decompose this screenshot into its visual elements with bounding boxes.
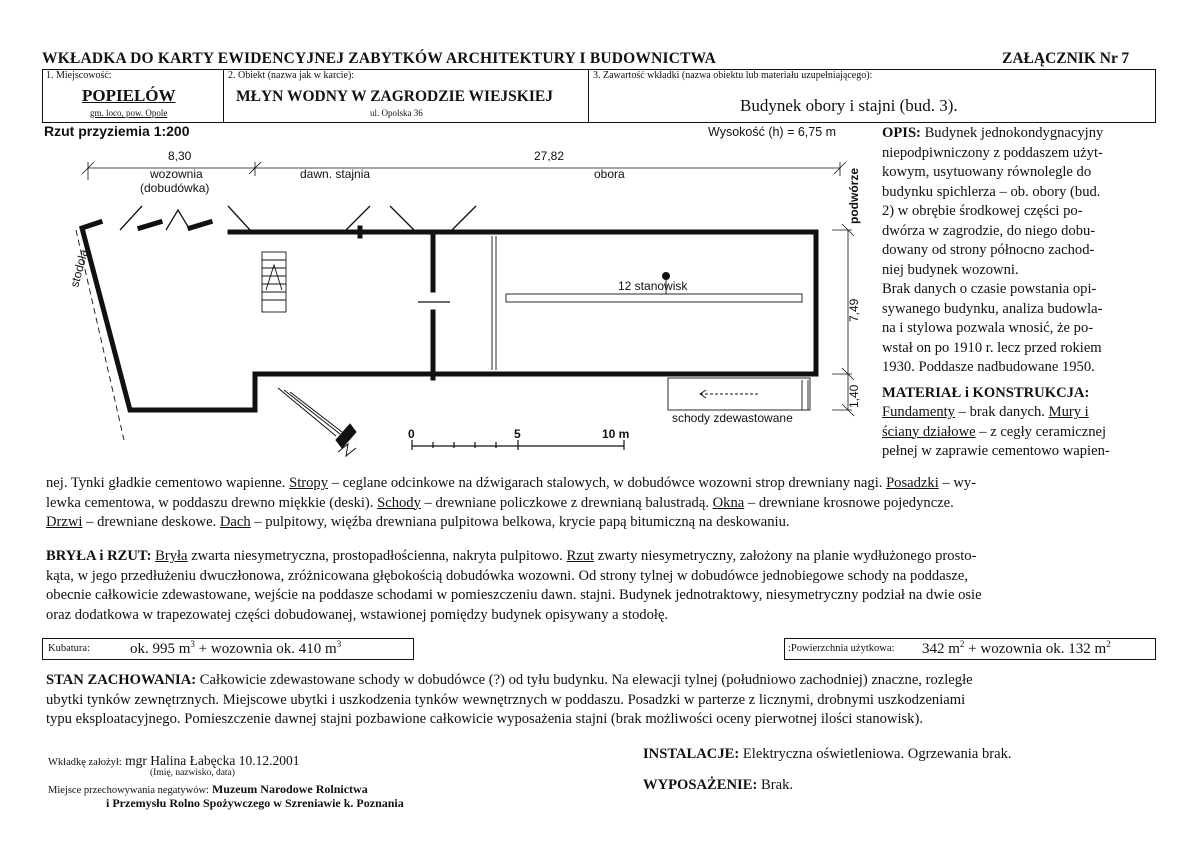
volume-unit-exp: 3 [336,639,342,649]
form-line: obecnie całkowicie zdewastowane, wejście na poddasze schodami w pomieszczeniu dawn. stajni. Budynek jednotraktowy, niesymetryczny podział na dwie osie [46,587,982,603]
material-text: – drewniane deskowe. [82,514,220,530]
dating-line: na i stylowa pozwala wnosić, że po- [882,320,1094,336]
locality-value: POPIELÓW [82,86,176,105]
locality-label: 1. Miejscowość: [46,70,112,81]
form-plan-label: BRYŁA i RZUT: [46,548,152,564]
document-title: WKŁADKA DO KARTY EWIDENCYJNEJ ZABYTKÓW ARCHITEKTURY I BUDOWNICTWA [42,50,717,67]
material-text: – pulpitowy, więźba drewniana pulpitowa belkowa, krycie papą bitumiczną na deskowaniu. [250,514,790,530]
description-block [882,124,1152,462]
material-text: lewka cementowa, w poddaszu drewno miękkie (deski). [46,494,378,511]
material-text: – drewniane krosnowe pojedyncze. [744,494,954,511]
description-line: niej budynek wozowni. [882,261,1019,278]
object-label: 2. Obiekt (nazwa jak w karcie): [228,70,355,81]
bryla-term: Bryła [155,548,188,564]
dating-line: 1930. Poddasze nadbudowane 1950. [882,359,1095,375]
dach-term: Dach [219,514,251,530]
installations-label: INSTALACJE: [643,746,740,762]
scale-0: 0 [408,427,415,441]
content-label: 3. Zawartość wkładki (nazwa obiektu lub materiału uzupełniającego): [593,70,873,81]
condition-line: Całkowicie zdewastowane schody w dobudówce (?) od tyłu budynku. Na elewacji tylnej (południowo zachodniej) znaczne, rozległe [199,672,973,688]
mury-term: Mury i [1048,404,1089,420]
sciany-text: – z cegły ceramicznej [975,423,1107,440]
author-name: mgr Halina Łabęcka 10.12.2001 [121,753,300,768]
material-text: – drewniane policzkowe z drewnianą balustradą. [420,494,713,511]
cell-divider-2 [588,69,589,122]
okna-term: Okna [712,494,745,511]
content-value: Budynek obory i stajni (bud. 3). [740,96,958,115]
drzwi-term: Drzwi [46,514,83,530]
description-line: budynku spichlerza – ob. obory (bud. [882,183,1101,200]
area-main: 342 m [922,641,960,657]
rzut-term: Rzut [566,548,595,564]
equipment-text: Brak. [757,777,794,793]
volume-unit-exp: 3 [190,639,195,649]
negatives-label: Miejsce przechowywania negatywów: [48,785,209,796]
door-openings [120,206,476,302]
installations-line [643,746,1012,763]
material-text: – wy- [938,475,977,491]
description-line: dowany od strony północno zachod- [882,242,1095,258]
label-schody: schody zdewastowane [672,411,793,425]
material-label: MATERIAŁ i KONSTRUKCJA: [882,384,1090,401]
condition-line: typu eksploatacyjnego. Pomieszczenie dawnej stajni pozbawione całkowicie wyposażenia stajni (brak możliwości oceny pierwotnej ilości stanowisk). [46,711,923,727]
form-plan-block [46,547,1154,625]
negatives-value-2: i Przemysłu Rolno Spożywczego w Szreniawie k. Poznania [106,796,404,810]
author-hint: (Imię, nazwisko, data) [150,768,235,778]
walls [82,222,816,410]
volume-label: Kubatura: [48,643,90,654]
description-line: Budynek jednokondygnacyjny [924,125,1104,141]
north-arrow [278,388,356,456]
locality-sub: gm. loco, pow. Opole [90,108,168,118]
condition-label: STAN ZACHOWANIA: [46,672,197,688]
volume-extra: + wozownia ok. 410 m [194,641,337,657]
installations-text: Elektryczna oświetleniowa. Ogrzewania brak. [739,746,1012,762]
label-obora: obora [594,167,625,181]
area-extra: + wozownia ok. 132 m [964,641,1107,657]
stropy-term: Stropy [289,475,329,491]
dim-749-label: 7,49 [847,298,861,322]
scale-10: 10 m [602,427,630,441]
area-unit-exp: 2 [1106,639,1111,649]
annex-number: ZAŁĄCZNIK Nr 7 [1002,50,1130,67]
dating-line: Brak danych o czasie powstania opi- [882,281,1097,297]
description-line: 2) w obrębie środkowej części po- [882,203,1083,219]
form-line: kąta, w jego przedłużeniu dwuczłonowa, zróżnicowana głębokością dobudówka wozowni. Od strony tylnej w dobudówce jednobiegowe schody na poddasze, [46,567,968,584]
material-line: pełnej w zaprawie cementowo wapien- [882,443,1110,459]
equipment-line [643,777,793,794]
dim-left-label: 8,30 [168,149,192,163]
area-unit-exp: 2 [959,639,965,649]
label-stodola: stodoła [67,247,91,289]
description-line: niepodpiwniczony z poddaszem użyt- [882,144,1103,161]
form-text: zwarta niesymetryczna, prostopadłościenna, nakryta pulpitowo. [187,548,567,564]
object-sub: ul. Opolska 36 [370,108,423,118]
volume-main: ok. 995 m [130,641,191,657]
floor-plan-drawing [40,140,880,470]
equipment-label: WYPOSAŻENIE: [643,777,758,793]
fundamenty-term: Fundamenty [882,404,955,420]
dating-line: sywanego budynku, analiza budowla- [882,300,1103,317]
object-value: MŁYN WODNY W ZAGRODZIE WIEJSKIEJ [236,88,553,105]
dating-line: wstał on po 1910 r. lecz przed rokiem [882,339,1102,356]
area-label: :Powierzchnia użytkowa: [788,643,895,654]
description-line: dwórza w zagrodzie, do niego dobu- [882,222,1096,239]
label-wozownia: wozownia [150,167,203,181]
posadzki-term: Posadzki [886,475,939,491]
description-line: kowym, usytuowany równolegle do [882,164,1092,180]
condition-line: ubytki tynków zewnętrznych. Miejscowe ubytki i uszkodzenia tynków wewnętrznych w poddaszu. Posadzki w parterze z licznymi, drobnymi uszkodzeniami [46,691,966,708]
area-value [922,639,1111,658]
stairs [262,252,286,312]
author-label: Wkładkę założył: [48,757,122,768]
drawing-title: Rzut przyziemia 1:200 [44,123,190,139]
fundamenty-text: – brak danych. [954,404,1049,420]
sciany-term: ściany działowe [882,423,976,440]
label-stanowisk: 12 stanowisk [618,279,688,293]
material-text: nej. Tynki gładkie cementowo wapienne. [46,475,290,491]
condition-block [46,671,1154,730]
description-label: OPIS: [882,125,921,141]
material-block [46,474,1154,533]
form-text: zwarty niesymetryczny, założony na planie wydłużonego prosto- [594,548,977,564]
negatives-value: Muzeum Narodowe Rolnictwa [208,782,368,796]
schody-term: Schody [377,494,421,511]
label-stajnia: dawn. stajnia [300,167,371,181]
label-podworze: podwórze [847,168,861,224]
scale-bar [412,440,624,450]
drawing-height: Wysokość (h) = 6,75 m [708,125,837,139]
dim-main-label: 27,82 [534,149,565,163]
form-line: oraz dodatkowa w trapezowatej części dobudowanej, wstawionej pomiędzy budynek opisywany a stodołę. [46,606,669,623]
volume-value [130,639,341,658]
scale-5: 5 [514,427,521,441]
material-text: – ceglane odcinkowe na dźwigarach stalowych, w dobudówce wozowni strop drewniany nagi. [328,475,887,491]
cell-divider-1 [223,69,224,122]
dim-140-label: 1,40 [847,384,861,408]
label-dobudowka: (dobudówka) [140,181,210,195]
